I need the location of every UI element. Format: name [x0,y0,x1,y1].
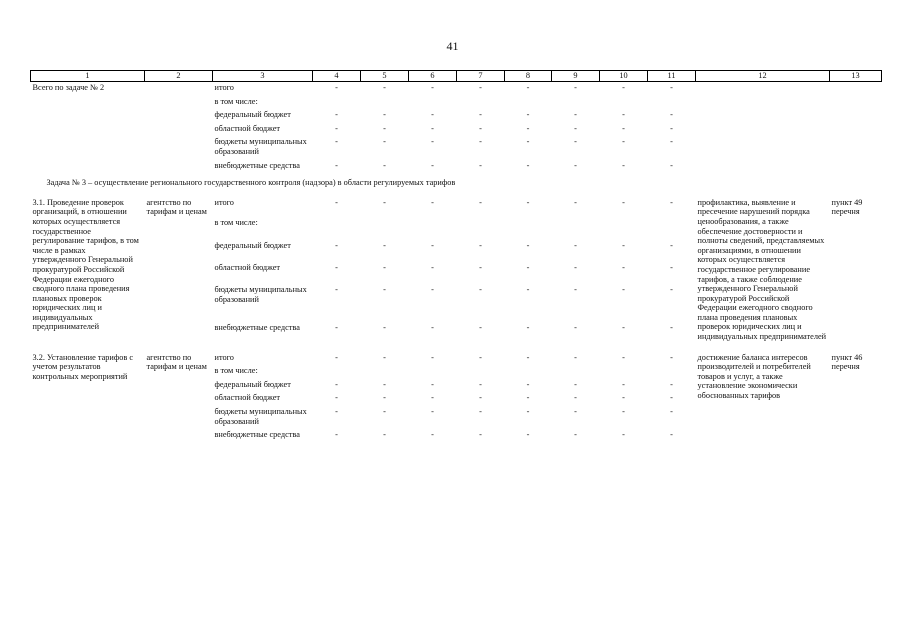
empty-cell [505,93,552,107]
dash-cell: - [431,83,434,92]
funding-source: итого [214,197,234,207]
empty-cell [600,362,648,376]
dash-cell: - [335,240,338,250]
dash-cell: - [335,137,338,147]
dash-cell: - [479,240,482,250]
dash-cell: - [670,123,673,133]
dash-cell: - [670,430,673,440]
dash-cell: - [526,393,530,403]
item-name: 3.2. Установление тарифов с учетом результатов контрольных мероприятий [32,352,134,381]
dash-cell: - [431,352,434,362]
funding-source: итого [214,352,234,362]
dash-cell: - [335,160,338,170]
empty-cell [648,362,696,376]
column-number: 3 [213,71,313,82]
empty-cell [409,362,457,376]
dash-cell: - [335,285,338,295]
funding-source: бюджеты муниципальных образований [214,137,307,156]
dash-cell: - [574,240,577,250]
column-number: 13 [830,71,882,82]
funding-source: внебюджетные средства [214,160,300,170]
empty-cell [361,93,409,107]
dash-cell: - [622,123,625,133]
dash-cell: - [622,110,625,120]
dash-cell: - [431,323,434,333]
dash-cell: - [622,323,625,333]
dash-cell: - [622,83,625,92]
dash-cell: - [335,407,338,417]
funding-source: внебюджетные средства [214,323,300,333]
dash-cell: - [670,393,673,403]
dash-cell: - [383,323,386,333]
dash-cell: - [526,323,530,333]
dash-cell: - [479,83,482,92]
dash-cell: - [383,352,386,362]
dash-cell: - [574,160,577,170]
dash-cell: - [383,83,386,92]
empty-cell [648,93,696,107]
dash-cell: - [383,285,386,295]
dash-cell: - [479,430,482,440]
column-number: 8 [505,71,552,82]
dash-cell: - [383,407,386,417]
empty-cell [409,93,457,107]
dash-cell: - [383,160,386,170]
dash-cell: - [622,430,625,440]
result-cell: достижение баланса интересов производителей и потребителей товаров и услуг, а также установление экономически обоснованных тарифов [697,352,811,401]
executor-cell: агентство по тарифам и ценам [146,197,207,217]
dash-cell: - [526,262,530,272]
funding-source: бюджеты муниципальных образований [214,407,307,426]
empty-cell [457,214,505,236]
dash-cell: - [574,197,577,207]
empty-cell [600,214,648,236]
dash-cell: - [526,352,530,362]
empty-cell [361,214,409,236]
dash-cell: - [479,379,482,389]
funding-source: в том числе: [214,218,258,228]
empty-cell [457,362,505,376]
empty-cell [552,362,600,376]
column-number: 1 [31,71,145,82]
page-number: 41 [446,39,459,53]
funding-source: областной бюджет [214,393,281,403]
dash-cell: - [670,379,673,389]
dash-cell: - [622,393,625,403]
dash-cell: - [383,197,386,207]
dash-cell: - [479,407,482,417]
dash-cell: - [526,379,530,389]
dash-cell: - [670,197,673,207]
dash-cell: - [335,83,338,92]
dash-cell: - [622,240,625,250]
dash-cell: - [670,240,673,250]
column-number: 6 [409,71,457,82]
total-title: Всего по задаче № 2 [32,83,105,92]
funding-source: бюджеты муниципальных образований [214,285,307,304]
column-number: 5 [361,71,409,82]
dash-cell: - [431,123,434,133]
dash-cell: - [479,352,482,362]
funding-source: итого [214,83,234,92]
dash-cell: - [431,240,434,250]
dash-cell: - [335,110,338,120]
empty-cell [313,93,361,107]
empty-cell [505,362,552,376]
dash-cell: - [335,379,338,389]
column-number: 9 [552,71,600,82]
dash-cell: - [622,160,625,170]
dash-cell: - [526,137,530,147]
dash-cell: - [431,160,434,170]
reference-cell: пункт 46 перечня [831,352,863,372]
dash-cell: - [574,110,577,120]
funding-source: федеральный бюджет [214,240,291,250]
funding-source: областной бюджет [214,262,281,272]
dash-cell: - [574,393,577,403]
dash-cell: - [526,285,530,295]
dash-cell: - [383,379,386,389]
dash-cell: - [335,123,338,133]
dash-cell: - [383,262,386,272]
dash-cell: - [670,137,673,147]
empty-cell [457,93,505,107]
funding-row [31,352,882,363]
dash-cell: - [670,160,673,170]
dash-cell: - [574,407,577,417]
dash-cell: - [431,110,434,120]
dash-cell: - [383,240,386,250]
dash-cell: - [526,110,530,120]
dash-cell: - [526,83,530,92]
dash-cell: - [479,285,482,295]
dash-cell: - [574,262,577,272]
task-heading: Задача № 3 – осуществление регионального государственного контроля (надзора) в области регулируемых тарифов [46,178,456,188]
dash-cell: - [574,323,577,333]
task-heading-row [31,170,882,197]
funding-source: областной бюджет [214,123,281,133]
dash-cell: - [431,285,434,295]
dash-cell: - [526,160,530,170]
dash-cell: - [335,430,338,440]
funding-row [31,82,882,93]
spacer-row [31,342,882,352]
empty-cell [552,93,600,107]
dash-cell: - [383,110,386,120]
funding-source: федеральный бюджет [214,379,291,389]
dash-cell: - [431,430,434,440]
spacer-cell [31,342,882,352]
dash-cell: - [622,379,625,389]
dash-cell: - [335,323,338,333]
column-number: 10 [600,71,648,82]
dash-cell: - [431,197,434,207]
dash-cell: - [335,197,338,207]
column-number: 2 [145,71,213,82]
dash-cell: - [574,352,577,362]
dash-cell: - [670,285,673,295]
dash-cell: - [670,262,673,272]
dash-cell: - [383,123,386,133]
dash-cell: - [622,262,625,272]
dash-cell: - [670,110,673,120]
funding-source: федеральный бюджет [214,110,291,120]
dash-cell: - [383,393,386,403]
dash-cell: - [574,285,577,295]
dash-cell: - [622,352,625,362]
dash-cell: - [526,240,530,250]
dash-cell: - [574,123,577,133]
executor-cell [145,82,213,171]
empty-cell [313,214,361,236]
dash-cell: - [335,352,338,362]
dash-cell: - [479,137,482,147]
dash-cell: - [431,262,434,272]
dash-cell: - [670,352,673,362]
dash-cell: - [526,197,530,207]
reference-cell [830,82,882,171]
column-number: 7 [457,71,505,82]
dash-cell: - [622,137,625,147]
result-cell [696,82,830,171]
dash-cell: - [622,285,625,295]
dash-cell: - [574,83,577,92]
funding-source: в том числе: [214,96,258,106]
executor-cell: агентство по тарифам и ценам [146,352,207,372]
dash-cell: - [526,430,530,440]
reference-cell: пункт 49 перечня [831,197,863,217]
dash-cell: - [479,160,482,170]
empty-cell [552,214,600,236]
funding-source: внебюджетные средства [214,430,300,440]
item-name: 3.1. Проведение проверок организаций, в отношении которых осуществляется государственное регулирование тарифов, в том числе в рамках утвержденного Генеральной прокуратурой Российской Федерации ежегодного сводного плана проведения плановых проверок юридических лиц и индивидуальных предпринимателей [32,197,139,332]
funding-row [31,197,882,214]
dash-cell: - [431,407,434,417]
dash-cell: - [622,407,625,417]
column-number-row [31,71,882,82]
dash-cell: - [383,137,386,147]
dash-cell: - [670,407,673,417]
dash-cell: - [574,379,577,389]
dash-cell: - [479,197,482,207]
dash-cell: - [479,110,482,120]
dash-cell: - [622,197,625,207]
dash-cell: - [670,323,673,333]
dash-cell: - [670,83,673,92]
dash-cell: - [431,379,434,389]
program-table [30,70,882,440]
column-number: 4 [313,71,361,82]
column-number: 12 [696,71,830,82]
dash-cell: - [574,430,577,440]
empty-cell [409,214,457,236]
empty-cell [313,362,361,376]
dash-cell: - [479,123,482,133]
empty-cell [648,214,696,236]
dash-cell: - [479,323,482,333]
table-body [31,82,882,440]
dash-cell: - [479,262,482,272]
dash-cell: - [335,262,338,272]
column-number: 11 [648,71,696,82]
dash-cell: - [574,137,577,147]
dash-cell: - [526,123,530,133]
result-cell: профилактика, выявление и пресечение нарушений порядка ценообразования, а также обеспечение достоверности и полноты сведений, представляемых организациями, в отношении которых осуществляется государственное регулирование тарифов, а также соблюдение утвержденного Генеральной прокуратурой Российской Федерации ежегодного сводного плана проведения плановых проверок юридических лиц и индивидуальных предпринимателей [697,197,827,342]
dash-cell: - [383,430,386,440]
empty-cell [505,214,552,236]
empty-cell [361,362,409,376]
dash-cell: - [526,407,530,417]
dash-cell: - [479,393,482,403]
empty-cell [600,93,648,107]
dash-cell: - [431,393,434,403]
dash-cell: - [431,137,434,147]
dash-cell: - [335,393,338,403]
funding-source: в том числе: [214,366,258,376]
